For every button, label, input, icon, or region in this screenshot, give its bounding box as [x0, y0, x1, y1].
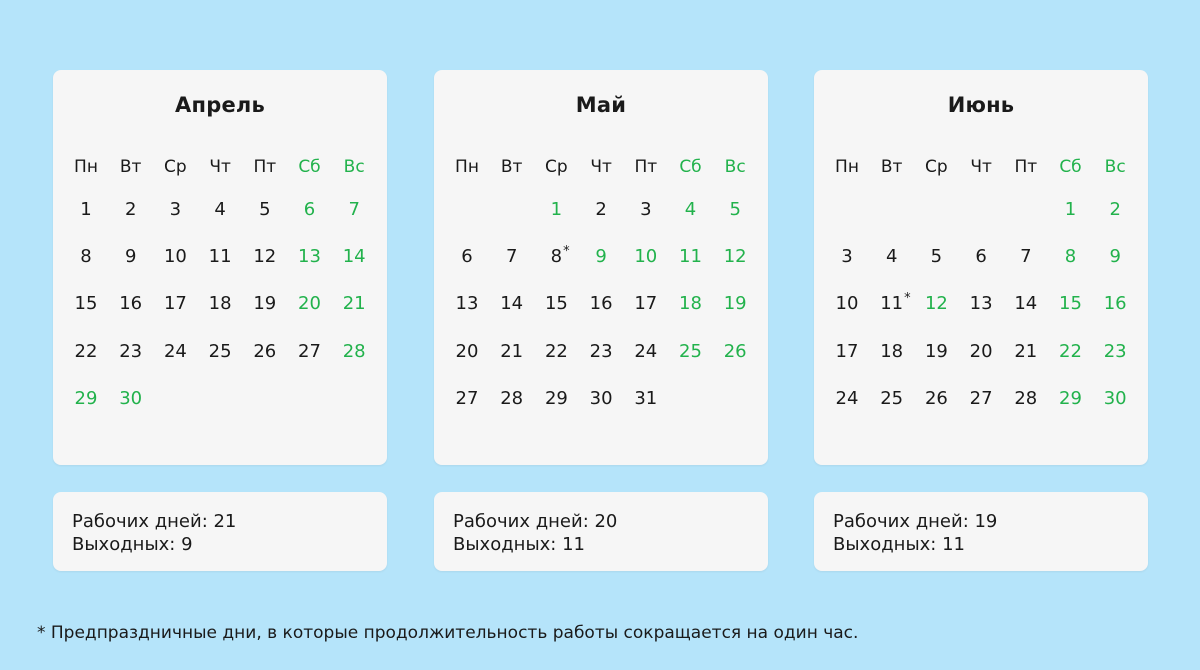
day-number: 20: [969, 340, 993, 362]
day-number: 22: [1059, 340, 1082, 362]
weekday-header-mon: Пн: [835, 157, 859, 177]
day-off-cell: [579, 246, 623, 268]
day-number: 26: [253, 340, 277, 362]
weekday-header-sun: Вс: [1104, 157, 1126, 177]
day-cell: [1004, 293, 1048, 315]
day-off-cell: [713, 341, 757, 363]
day-number: 12: [924, 293, 948, 315]
day-number: 29: [74, 387, 98, 409]
day-cell: [825, 246, 869, 268]
day-number: 1: [1064, 199, 1077, 220]
day-cell: [445, 246, 489, 268]
day-number: 31: [634, 387, 658, 409]
day-number: 11: [208, 246, 232, 268]
day-number: 2: [595, 199, 607, 220]
day-cell: [109, 199, 153, 221]
day-number: 27: [298, 340, 321, 362]
day-number: 22: [74, 340, 98, 362]
day-number: 30: [1103, 387, 1127, 409]
weekday-header-sun: Вс: [343, 157, 365, 177]
day-cell: [64, 246, 108, 268]
day-off-cell: [669, 293, 713, 315]
day-off-cell: [914, 293, 958, 315]
day-cell: [153, 246, 197, 268]
day-cell: [825, 293, 869, 315]
calendar-april: [53, 70, 387, 465]
day-number: 24: [634, 340, 658, 362]
month-title: Май: [575, 93, 627, 117]
day-cell: [445, 341, 489, 363]
day-number: 23: [589, 340, 613, 362]
day-off-cell: [1093, 246, 1137, 268]
weekday-header-tue: Вт: [119, 157, 142, 177]
day-off-cell: [332, 341, 376, 363]
calendar-june: [814, 70, 1148, 465]
day-number: 17: [835, 340, 859, 362]
day-cell: [914, 388, 958, 410]
weekday-header-sat: Сб: [1059, 157, 1082, 177]
days-off-count: Выходных: 11: [453, 534, 585, 555]
day-number: 9: [1109, 246, 1121, 268]
days-off-count: Выходных: 11: [833, 534, 965, 555]
day-cell: [1004, 341, 1048, 363]
summary-may: [434, 492, 768, 571]
day-off-cell: [288, 246, 332, 268]
day-cell: [109, 246, 153, 268]
day-off-cell: [1093, 388, 1137, 410]
day-off-cell: [1049, 293, 1093, 315]
day-number: 10: [634, 246, 658, 268]
day-cell: [153, 341, 197, 363]
day-number: 18: [679, 293, 702, 315]
day-off-cell: [64, 388, 108, 410]
day-number: 6: [975, 246, 987, 268]
day-number: 1: [550, 199, 563, 220]
summary-june: [814, 492, 1148, 571]
day-number: 21: [342, 293, 366, 315]
weekday-header-sun: Вс: [724, 157, 746, 177]
day-cell: [445, 388, 489, 410]
day-number: 7: [348, 199, 360, 220]
month-title: Июнь: [947, 93, 1015, 117]
day-number: 7: [1020, 246, 1032, 268]
working-days-count: Рабочих дней: 20: [453, 511, 618, 532]
day-number: 11: [679, 246, 702, 268]
day-cell: [624, 199, 668, 221]
day-cell: [64, 199, 108, 221]
footnote: * Предпраздничные дни, в которые продолжительность работы сокращается на один час.: [37, 623, 859, 643]
day-cell: [243, 246, 287, 268]
day-cell: [579, 199, 623, 221]
day-number: 21: [500, 340, 524, 362]
day-number: 25: [679, 340, 702, 362]
day-off-cell: [713, 199, 757, 221]
day-number: 21: [1014, 340, 1038, 362]
day-number: 19: [253, 293, 277, 315]
day-cell: [579, 293, 623, 315]
day-cell: [825, 388, 869, 410]
day-number: 17: [163, 293, 187, 315]
day-off-cell: [332, 199, 376, 221]
day-off-cell: [1049, 341, 1093, 363]
day-number: 26: [924, 387, 948, 409]
working-days-count: Рабочих дней: 21: [72, 511, 237, 532]
weekday-header-mon: Пн: [74, 157, 98, 177]
day-cell: [870, 293, 914, 315]
day-number: 24: [835, 387, 859, 409]
day-cell: [490, 246, 534, 268]
day-number: 2: [1109, 199, 1121, 220]
day-number: 28: [342, 340, 366, 362]
day-number: 8: [1064, 246, 1077, 268]
day-number: 22: [544, 340, 568, 362]
weekday-header-mon: Пн: [455, 157, 479, 177]
day-number: 9: [595, 246, 607, 268]
day-number: 28: [500, 387, 524, 409]
day-cell: [243, 199, 287, 221]
day-off-cell: [1049, 199, 1093, 221]
day-number: 30: [119, 387, 143, 409]
day-number: 5: [930, 246, 943, 268]
day-cell: [534, 388, 578, 410]
day-number: 24: [163, 340, 187, 362]
day-cell: [64, 293, 108, 315]
day-number: 15: [544, 293, 568, 315]
day-cell: [959, 388, 1003, 410]
day-cell: [243, 341, 287, 363]
day-cell: [288, 341, 332, 363]
weekday-header-fri: Пт: [253, 157, 277, 177]
day-number: 2: [124, 199, 137, 220]
day-cell: [445, 293, 489, 315]
day-cell: [624, 293, 668, 315]
day-off-cell: [669, 341, 713, 363]
day-number: 15: [74, 293, 98, 315]
day-number: 4: [885, 246, 898, 268]
day-number: 29: [544, 387, 568, 409]
day-number: 20: [455, 340, 479, 362]
day-number: 5: [259, 199, 271, 220]
day-cell: [914, 341, 958, 363]
day-cell: [198, 246, 242, 268]
day-off-cell: [332, 293, 376, 315]
day-cell: [109, 293, 153, 315]
weekday-header-tue: Вт: [880, 157, 903, 177]
day-number: 9: [124, 246, 137, 268]
day-cell: [579, 388, 623, 410]
day-cell: [153, 199, 197, 221]
day-number: 30: [589, 387, 613, 409]
day-number: 14: [500, 293, 524, 315]
day-number: 4: [684, 199, 697, 220]
day-cell: [825, 341, 869, 363]
day-cell: [624, 388, 668, 410]
day-number: 18: [880, 340, 904, 362]
day-number: 3: [640, 199, 652, 220]
day-number: 6: [303, 199, 316, 220]
day-number: 10: [835, 293, 859, 315]
day-off-cell: [669, 246, 713, 268]
day-cell: [490, 293, 534, 315]
weekday-header-sat: Сб: [679, 157, 702, 177]
day-number: 8: [80, 246, 92, 268]
day-cell: [959, 293, 1003, 315]
weekday-header-wed: Ср: [925, 157, 948, 177]
pre-holiday-asterisk: *: [563, 244, 570, 260]
day-number: 14: [1014, 293, 1038, 315]
day-off-cell: [713, 246, 757, 268]
weekday-header-thu: Чт: [209, 157, 231, 177]
day-cell: [870, 388, 914, 410]
days-off-count: Выходных: 9: [72, 534, 193, 555]
day-number: 15: [1059, 293, 1082, 315]
day-cell: [870, 341, 914, 363]
day-off-cell: [288, 293, 332, 315]
day-number: 23: [1103, 340, 1127, 362]
day-off-cell: [332, 246, 376, 268]
day-number: 26: [723, 340, 747, 362]
day-number: 4: [214, 199, 226, 220]
day-number: 13: [969, 293, 993, 315]
weekday-header-fri: Пт: [634, 157, 658, 177]
day-number: 23: [119, 340, 143, 362]
day-number: 3: [169, 199, 182, 220]
pre-holiday-asterisk: *: [904, 291, 911, 307]
day-number: 25: [208, 340, 232, 362]
day-number: 5: [729, 199, 741, 220]
weekday-header-wed: Ср: [545, 157, 568, 177]
day-cell: [198, 199, 242, 221]
day-cell: [534, 341, 578, 363]
day-cell: [198, 293, 242, 315]
day-cell: [914, 246, 958, 268]
calendar-may: [434, 70, 768, 465]
day-off-cell: [1049, 246, 1093, 268]
day-off-cell: [1093, 199, 1137, 221]
day-cell: [579, 341, 623, 363]
day-number: 19: [924, 340, 948, 362]
day-number: 1: [80, 199, 92, 220]
day-cell: [959, 341, 1003, 363]
day-cell: [490, 341, 534, 363]
day-number: 10: [163, 246, 187, 268]
day-cell: [243, 293, 287, 315]
day-number: 28: [1014, 387, 1038, 409]
day-number: 27: [969, 387, 993, 409]
day-number: 27: [455, 387, 479, 409]
day-cell: [959, 246, 1003, 268]
summary-april: [53, 492, 387, 571]
day-number: 20: [298, 293, 321, 315]
day-number: 17: [634, 293, 658, 315]
day-number: 8: [550, 246, 563, 268]
day-number: 16: [589, 293, 613, 315]
day-number: 12: [723, 246, 747, 268]
day-cell: [64, 341, 108, 363]
day-off-cell: [1093, 341, 1137, 363]
day-number: 12: [253, 246, 277, 268]
day-number: 6: [461, 246, 473, 268]
day-cell: [1004, 388, 1048, 410]
day-number: 25: [880, 387, 904, 409]
day-cell: [109, 341, 153, 363]
day-off-cell: [624, 246, 668, 268]
weekday-header-thu: Чт: [590, 157, 612, 177]
day-off-cell: [288, 199, 332, 221]
day-number: 29: [1059, 387, 1082, 409]
day-number: 3: [841, 246, 853, 268]
day-cell: [1004, 246, 1048, 268]
day-off-cell: [1093, 293, 1137, 315]
day-number: 16: [119, 293, 143, 315]
day-number: 11: [880, 293, 904, 315]
day-off-cell: [713, 293, 757, 315]
day-cell: [490, 388, 534, 410]
weekday-header-sat: Сб: [298, 157, 321, 177]
day-number: 16: [1103, 293, 1127, 315]
day-cell: [198, 341, 242, 363]
working-days-count: Рабочих дней: 19: [833, 511, 998, 532]
day-number: 19: [723, 293, 747, 315]
day-cell: [534, 293, 578, 315]
day-number: 7: [505, 246, 518, 268]
weekday-header-thu: Чт: [970, 157, 992, 177]
day-off-cell: [669, 199, 713, 221]
day-cell: [624, 341, 668, 363]
day-off-cell: [534, 199, 578, 221]
day-number: 14: [342, 246, 366, 268]
day-cell: [534, 246, 578, 268]
weekday-header-tue: Вт: [500, 157, 523, 177]
day-off-cell: [109, 388, 153, 410]
weekday-header-wed: Ср: [164, 157, 187, 177]
day-number: 13: [455, 293, 479, 315]
month-title: Апрель: [175, 93, 265, 117]
weekday-header-fri: Пт: [1014, 157, 1038, 177]
day-number: 18: [208, 293, 232, 315]
day-number: 13: [298, 246, 321, 268]
day-off-cell: [1049, 388, 1093, 410]
day-cell: [870, 246, 914, 268]
day-cell: [153, 293, 197, 315]
